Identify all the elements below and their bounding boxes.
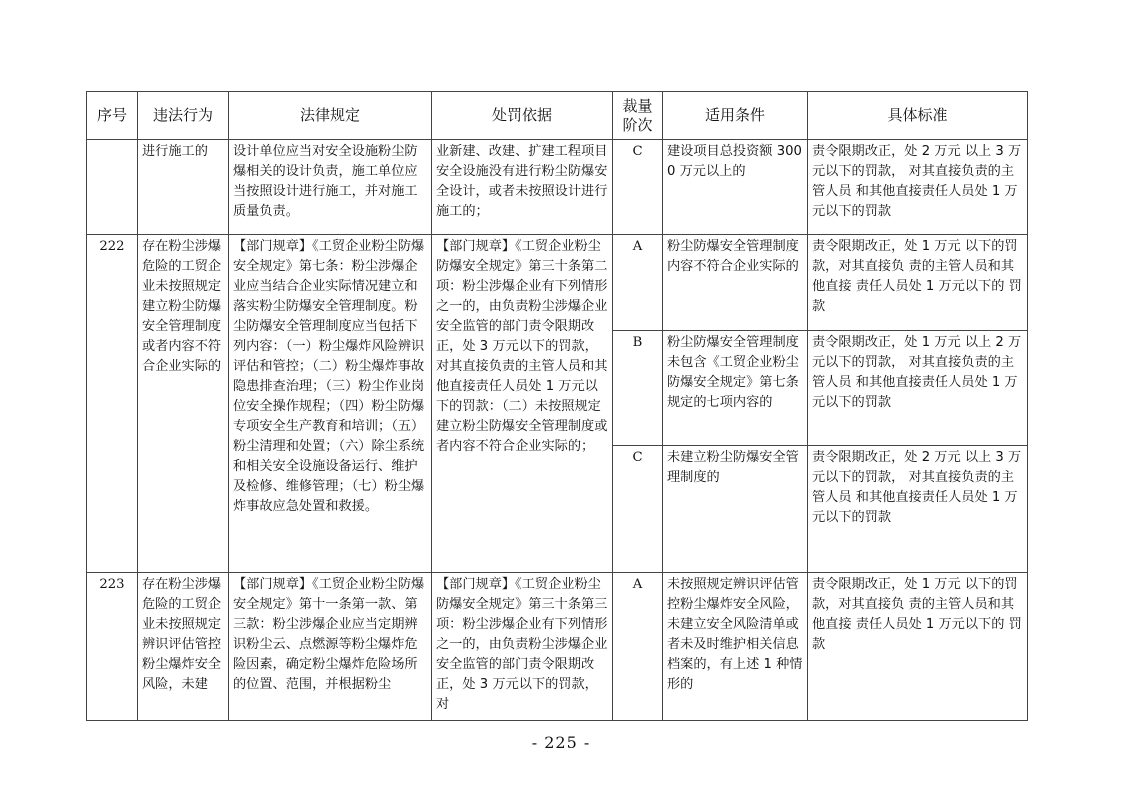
violation-cell: 进行施工的	[138, 140, 229, 235]
standard-cell: 责令限期改正，处 2 万元 以上 3 万元以下的罚款， 对其直接负责的主管人员 和其他直接责任人员处 1 万元以下的罚款	[808, 140, 1028, 235]
law-cell: 【部门规章】《工贸企业粉尘防爆安全规定》第七条：粉尘涉爆企业应当结合企业实际情况建立和落实粉尘防爆安全管理制度。粉尘防爆安全管理制度应当包括下列内容：（一）粉尘爆炸风险辨识评估和管控；（二）粉尘爆炸事故隐患排查治理；（三）粉尘作业岗位安全操作规程；（四）粉尘防爆专项安全生产教育和培训；（五）粉尘清理和处置；（六）除尘系统和相关安全设施设备运行、维护及检修、维修管理；（七）粉尘爆炸事故应急处置和救援。	[229, 235, 432, 573]
standard-cell: 责令限期改正，处 1 万元 以上 2 万元以下的罚款， 对其直接负责的主管人员 和其他直接责任人员处 1 万元以下的罚款	[808, 331, 1028, 446]
header-basis: 处罚依据	[432, 92, 613, 140]
header-seq: 序号	[87, 92, 138, 140]
law-cell: 设计单位应当对安全设施粉尘防爆相关的设计负责，施工单位应当按照设计进行施工，并对施工质量负责。	[229, 140, 432, 235]
condition-cell: 建设项目总投资额 3000 万元以上的	[663, 140, 808, 235]
level-cell: B	[613, 331, 663, 446]
table-row	[87, 573, 1028, 721]
condition-cell: 未按照规定辨识评估管控粉尘爆炸安全风险，未建立安全风险清单或者未及时维护相关信息档案的，有上述 1 种情形的	[663, 573, 808, 721]
seq-cell: 222	[87, 235, 138, 573]
page-number: - 225 -	[531, 733, 591, 752]
seq-cell: 223	[87, 573, 138, 721]
table-row	[87, 140, 1028, 235]
penalty-table	[86, 91, 1028, 721]
condition-cell: 粉尘防爆安全管理制度内容不符合企业实际的	[663, 235, 808, 331]
level-cell: A	[613, 235, 663, 331]
standard-cell: 责令限期改正，处 1 万元 以下的罚款，对其直接负 责的主管人员和其他直接 责任人员处 1 万元以下的 罚款	[808, 573, 1028, 721]
violation-cell: 存在粉尘涉爆危险的工贸企业未按照规定辨识评估管控粉尘爆炸安全风险，未建	[138, 573, 229, 721]
level-cell: C	[613, 140, 663, 235]
basis-cell: 【部门规章】《工贸企业粉尘防爆安全规定》第三十条第三项：粉尘涉爆企业有下列情形之一的，由负责粉尘涉爆企业安全监管的部门责令限期改正，处 3 万元以下的罚款，对	[432, 573, 613, 721]
header-standard: 具体标准	[808, 92, 1028, 140]
standard-cell: 责令限期改正，处 2 万元 以上 3 万元以下的罚款， 对其直接负责的主管人员 和其他直接责任人员处 1 万元以下的罚款	[808, 446, 1028, 573]
header-condition: 适用条件	[663, 92, 808, 140]
condition-cell: 粉尘防爆安全管理制度未包含《工贸企业粉尘防爆安全规定》第七条规定的七项内容的	[663, 331, 808, 446]
table-header-row	[87, 92, 1028, 140]
basis-cell: 【部门规章】《工贸企业粉尘防爆安全规定》第三十条第二项：粉尘涉爆企业有下列情形之一的，由负责粉尘涉爆企业安全监管的部门责令限期改正，处 3 万元以下的罚款，对其直接负责的主管人员和其他直接责任人员处 1 万元以下的罚款：（二）未按照规定建立粉尘防爆安全管理制度或者内容不符合企业实际的；	[432, 235, 613, 573]
level-cell: A	[613, 573, 663, 721]
standard-cell: 责令限期改正，处 1 万元 以下的罚款，对其直接负 责的主管人员和其他直接 责任人员处 1 万元以下的 罚款	[808, 235, 1028, 331]
header-law: 法律规定	[229, 92, 432, 140]
header-level: 裁量阶次	[613, 92, 663, 140]
seq-cell	[87, 140, 138, 235]
basis-cell: 业新建、改建、扩建工程项目安全设施没有进行粉尘防爆安全设计，或者未按照设计进行施工的；	[432, 140, 613, 235]
table-row	[87, 235, 1028, 331]
law-cell: 【部门规章】《工贸企业粉尘防爆安全规定》第十一条第一款、第三款：粉尘涉爆企业应当定期辨识粉尘云、点燃源等粉尘爆炸危险因素，确定粉尘爆炸危险场所的位置、范围，并根据粉尘	[229, 573, 432, 721]
violation-cell: 存在粉尘涉爆危险的工贸企业未按照规定建立粉尘防爆安全管理制度或者内容不符合企业实际的	[138, 235, 229, 573]
header-violation: 违法行为	[138, 92, 229, 140]
condition-cell: 未建立粉尘防爆安全管理制度的	[663, 446, 808, 573]
level-cell: C	[613, 446, 663, 573]
